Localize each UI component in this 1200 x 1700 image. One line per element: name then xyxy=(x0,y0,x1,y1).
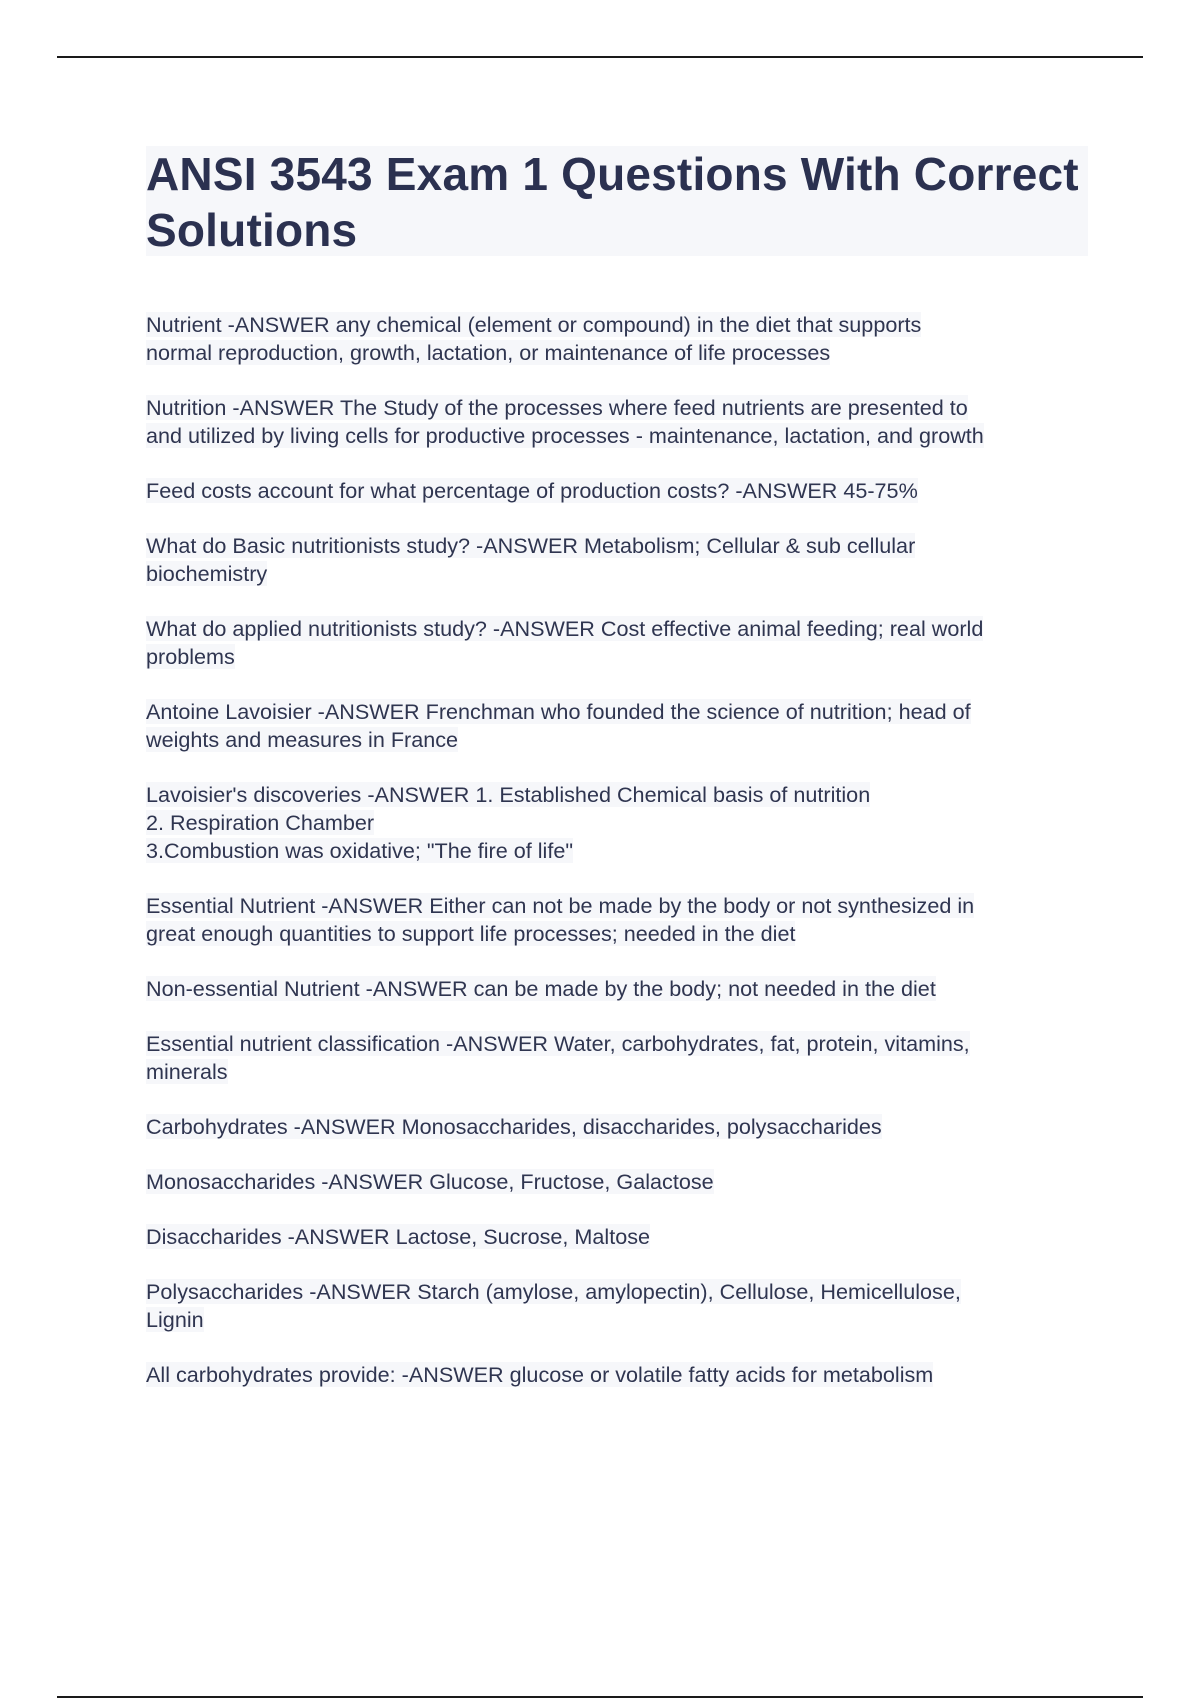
qa-item-monosaccharides xyxy=(146,1168,1096,1196)
qa-item-nutrient-classification xyxy=(146,1030,1096,1086)
qa-text: Antoine Lavoisier -ANSWER Frenchman who founded the science of nutrition; head of weights and measures in France xyxy=(146,699,971,752)
qa-item-lavoisier-discoveries xyxy=(146,781,1096,865)
qa-item-basic-nutritionists xyxy=(146,532,1096,588)
qa-text: Polysaccharides -ANSWER Starch (amylose, amylopectin), Cellulose, Hemicellulose, Lignin xyxy=(146,1279,961,1332)
qa-text: Essential Nutrient -ANSWER Either can not be made by the body or not synthesized in great enough quantities to support life processes; needed in the diet xyxy=(146,893,975,946)
qa-item-polysaccharides xyxy=(146,1278,1096,1334)
qa-text: Non-essential Nutrient -ANSWER can be made by the body; not needed in the diet xyxy=(146,976,936,1001)
qa-text: Feed costs account for what percentage of production costs? -ANSWER 45-75% xyxy=(146,478,918,503)
qa-item-non-essential-nutrient xyxy=(146,975,1096,1003)
qa-text: Nutrient -ANSWER any chemical (element or compound) in the diet that supports normal reproduction, growth, lactation, or maintenance of life processes xyxy=(146,312,922,365)
document-title: ANSI 3543 Exam 1 Questions With Correct Solutions xyxy=(146,148,1079,256)
qa-text: Monosaccharides -ANSWER Glucose, Fructose, Galactose xyxy=(146,1169,714,1194)
qa-item-applied-nutritionists xyxy=(146,615,1096,671)
qa-item-disaccharides xyxy=(146,1223,1096,1251)
top-rule xyxy=(57,56,1143,58)
qa-text: What do applied nutritionists study? -ANSWER Cost effective animal feeding; real world problems xyxy=(146,616,984,669)
qa-item-carbohydrates-provide xyxy=(146,1361,1096,1389)
qa-item-lavoisier xyxy=(146,698,1096,754)
title-block xyxy=(146,146,1088,256)
qa-item-nutrient xyxy=(146,311,1096,367)
qa-text: Lavoisier's discoveries -ANSWER 1. Established Chemical basis of nutrition 2. Respiration Chamber 3.Combustion was oxidative; "The fire of life" xyxy=(146,782,871,863)
bottom-rule xyxy=(57,1696,1143,1698)
qa-item-feed-costs xyxy=(146,477,1096,505)
qa-text: Disaccharides -ANSWER Lactose, Sucrose, Maltose xyxy=(146,1224,651,1249)
qa-text: All carbohydrates provide: -ANSWER glucose or volatile fatty acids for metabolism xyxy=(146,1362,934,1387)
qa-text: Essential nutrient classification -ANSWER Water, carbohydrates, fat, protein, vitamins, minerals xyxy=(146,1031,970,1084)
qa-text: Carbohydrates -ANSWER Monosaccharides, disaccharides, polysaccharides xyxy=(146,1114,882,1139)
qa-item-nutrition xyxy=(146,394,1096,450)
qa-text: Nutrition -ANSWER The Study of the processes where feed nutrients are presented to and utilized by living cells for productive processes - maintenance, lactation, and growth xyxy=(146,395,984,448)
qa-item-essential-nutrient xyxy=(146,892,1096,948)
qa-list xyxy=(146,311,1096,1416)
qa-item-carbohydrates xyxy=(146,1113,1096,1141)
qa-text: What do Basic nutritionists study? -ANSWER Metabolism; Cellular & sub cellular biochemistry xyxy=(146,533,916,586)
